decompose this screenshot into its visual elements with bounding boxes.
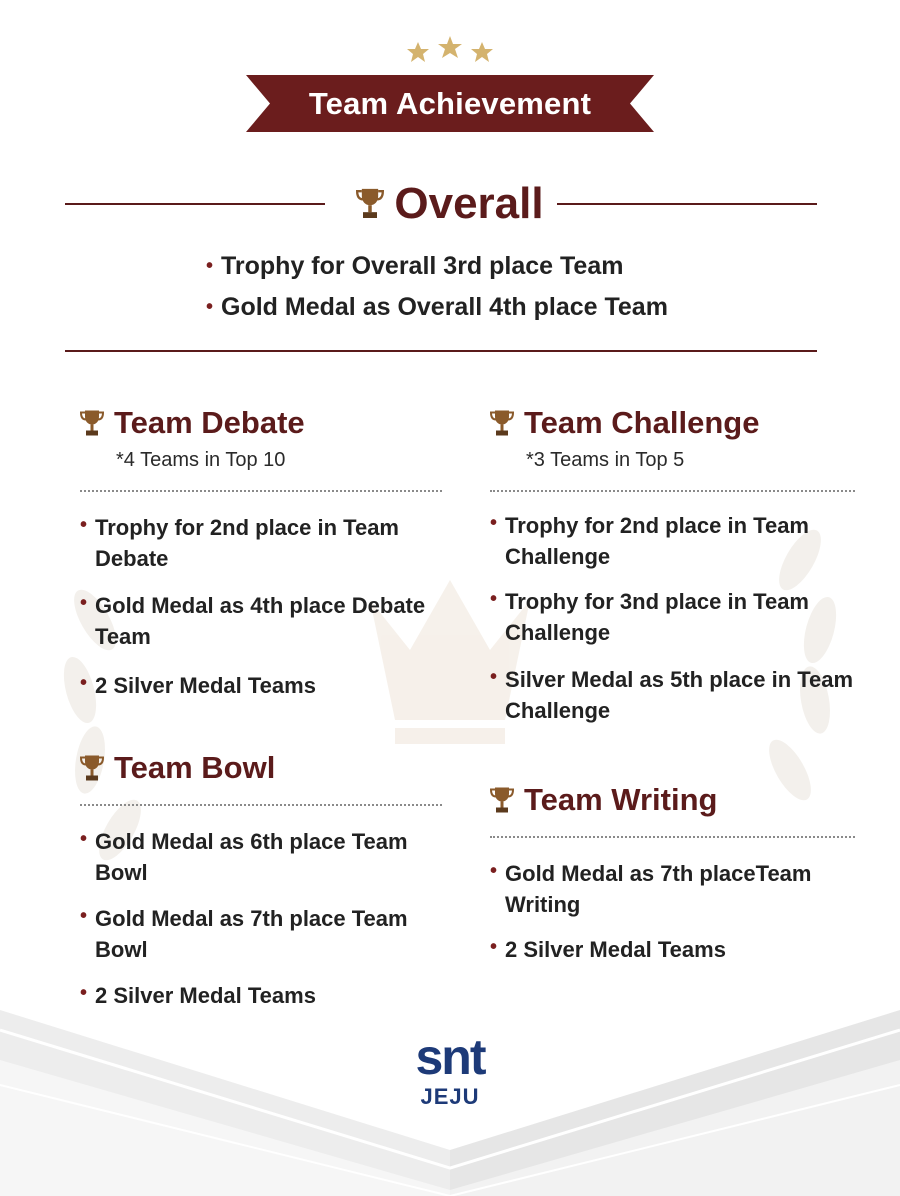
overall-rule-right — [557, 203, 817, 205]
page-title: Team Achievement — [308, 86, 592, 121]
section-title: Team Writing — [524, 782, 718, 817]
dotted-divider — [80, 490, 442, 492]
list-item: • Gold Medal as Overall 4th place Team — [206, 293, 668, 321]
section-title: Team Bowl — [114, 750, 276, 785]
overall-rule-left — [65, 203, 325, 205]
overall-heading — [330, 176, 570, 232]
trophy-icon — [490, 785, 514, 816]
list-item: • 2 Silver Medal Teams — [80, 982, 316, 1008]
overall-list — [206, 246, 766, 328]
section-title: Team Challenge — [524, 405, 760, 440]
snt-jeju-logo — [390, 1030, 510, 1120]
list-item: • Gold Medal as 4th place Debate Team — [80, 592, 426, 649]
trophy-icon — [490, 408, 514, 439]
list-item: • Gold Medal as 6th place Team Bowl — [80, 828, 408, 885]
section-team-writing — [490, 778, 855, 965]
logo-word: snt — [415, 1029, 485, 1085]
dotted-divider — [490, 490, 855, 492]
list-item: • Trophy for 2nd place in Team Debate — [80, 514, 399, 571]
section-team-bowl — [80, 746, 442, 1011]
list-item: • Gold Medal as 7th place Team Bowl — [80, 905, 408, 962]
dotted-divider — [490, 836, 855, 838]
trophy-icon — [80, 408, 104, 439]
section-title: Team Debate — [114, 405, 305, 440]
overall-rule-bottom — [65, 350, 817, 352]
overall-title: Overall — [394, 179, 544, 228]
list-item: • 2 Silver Medal Teams — [80, 672, 316, 698]
list-item: • Gold Medal as 7th placeTeam Writing — [490, 860, 812, 917]
section-team-challenge — [490, 401, 855, 726]
list-item: • 2 Silver Medal Teams — [490, 936, 726, 962]
list-item: • Trophy for Overall 3rd place Team — [206, 252, 624, 280]
star-icon — [438, 36, 462, 58]
list-item: • Silver Medal as 5th place in Team Challenge — [490, 666, 854, 723]
list-item: • Trophy for 3nd place in Team Challenge — [490, 588, 809, 645]
section-subtitle: *4 Teams in Top 10 — [116, 449, 286, 471]
stars-decoration — [0, 34, 900, 70]
trophy-icon — [356, 186, 384, 222]
trophy-icon — [80, 753, 104, 784]
logo-sub: JEJU — [420, 1084, 480, 1109]
list-item: • Trophy for 2nd place in Team Challenge — [490, 512, 809, 569]
section-subtitle: *3 Teams in Top 5 — [526, 449, 685, 471]
dotted-divider — [80, 804, 442, 806]
star-icon — [407, 42, 429, 62]
section-team-debate — [80, 401, 442, 701]
star-icon — [471, 42, 493, 62]
